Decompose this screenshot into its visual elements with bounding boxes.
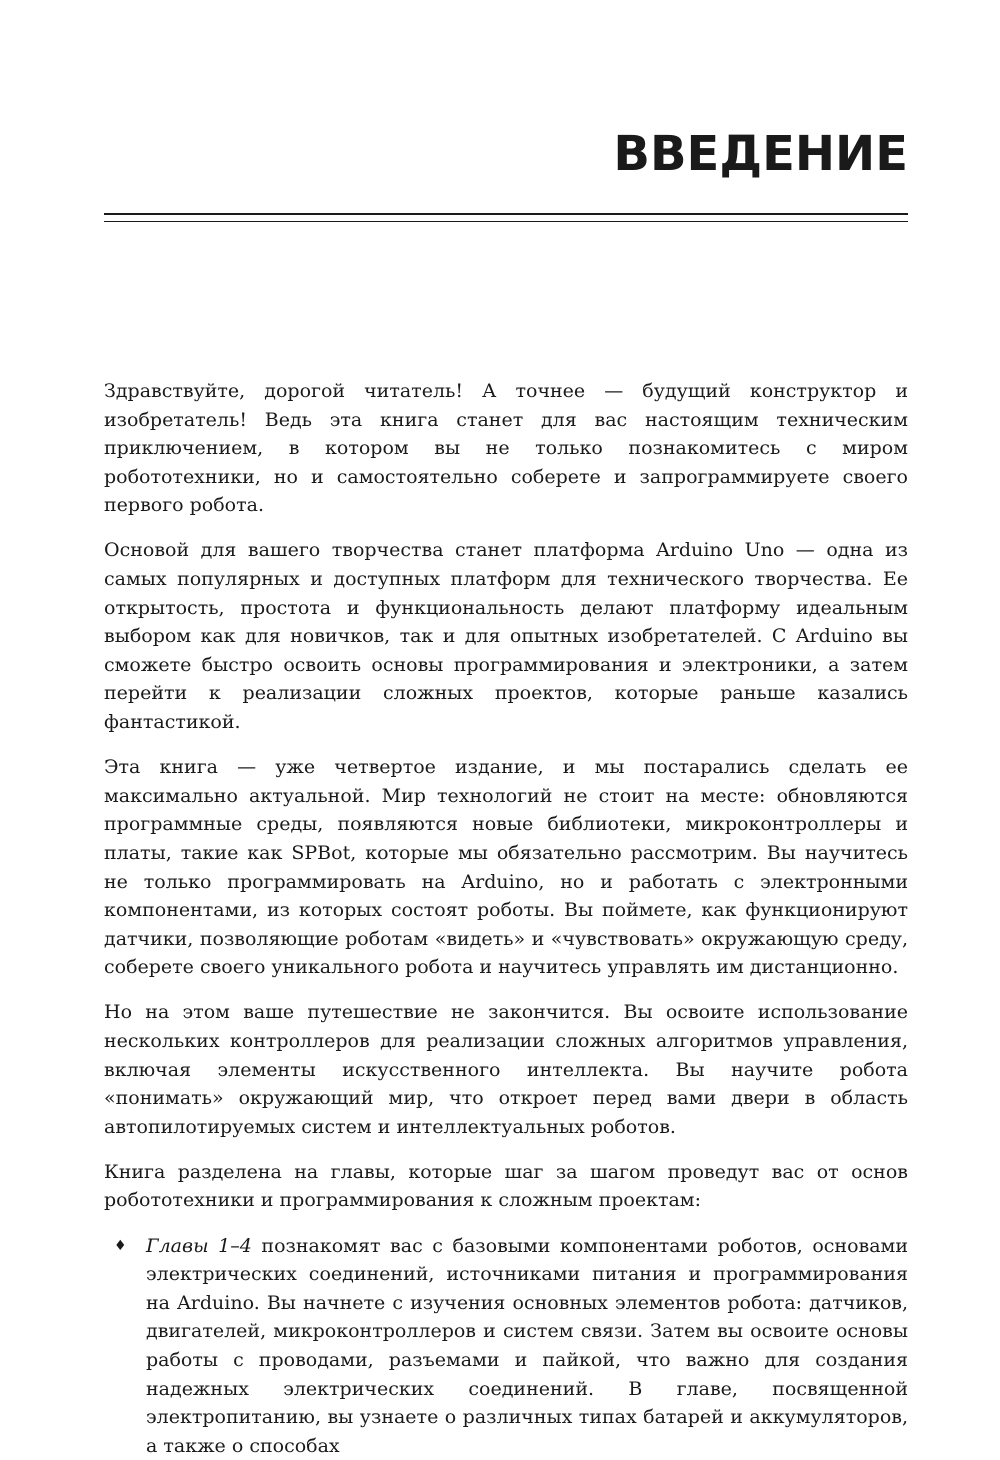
paragraph: Но на этом ваше путешествие не закончится. Вы освоите использование нескольких контроллеров для реализации сложных алгоритмов управления, включая элементы искусственного интеллекта. Вы научите робота «понимать» окружающий мир, что откроет перед вами двери в область автопилотируемых систем и интеллектуальных роботов. [104, 1001, 908, 1138]
diamond-bullet-icon: ♦ [114, 1237, 127, 1254]
title-rule-top [104, 213, 908, 215]
title-rule-bottom [104, 221, 908, 222]
paragraph: Основой для вашего творчества станет платформа Arduino Uno — одна из самых популярных и доступных платформ для технического творчества. Ее открытость, простота и функциональность делают платформу идеальным выбором как для новичков, так и для опытных изобретателей. С Arduino вы сможете быстро освоить основы программирования и электроники, а затем перейти к реализации сложных проектов, которые раньше казались фантастикой. [104, 539, 908, 734]
paragraph: Эта книга — уже четвертое издание, и мы постарались сделать ее максимально актуальной. Мир технологий не стоит на месте: обновляются программные среды, появляются новые библиотеки, микроконтроллеры и платы, такие как SPBot, которые мы обязательно рассмотрим. Вы научитесь не только программировать на Arduino, но и работать с электронными компонентами, из которых состоят роботы. Вы поймете, как функционируют датчики, позволяющие роботам «видеть» и «чувствовать» окружающую среду, соберете своего уникального робота и научитесь управлять им дистанционно. [104, 756, 908, 979]
list-item-lead: Главы 1–4 [146, 1234, 252, 1257]
chapter-title: ВВЕДЕНИЕ [613, 126, 908, 182]
paragraph: Здравствуйте, дорогой читатель! А точнее — будущий конструктор и изобретатель! Ведь эта книга станет для вас настоящим техническим приключением, в котором вы не только познакомитесь с миром робототехники, но и самостоятельно соберете и запрограммируете своего первого робота. [104, 380, 908, 517]
chapter-list [104, 1232, 908, 1460]
paragraph: Книга разделена на главы, которые шаг за шагом проведут вас от основ робототехники и программирования к сложным проектам: [104, 1160, 908, 1212]
list-item-text: познакомят вас с базовыми компонентами роботов, основами электрических соединений, источниками питания и программирования на Arduino. Вы начнете с изучения основных элементов робота: датчиков, двигателей, микроконтроллеров и систем связи. Затем вы освоите основы работы с проводами, разъемами и пайкой, что важно для создания надежных электрических соединений. В главе, посвященной электропитанию, вы узнаете о различных типах батарей и аккумуляторов, а также о способах [146, 1234, 908, 1457]
main-text [104, 377, 908, 1460]
list-item [104, 1232, 908, 1460]
